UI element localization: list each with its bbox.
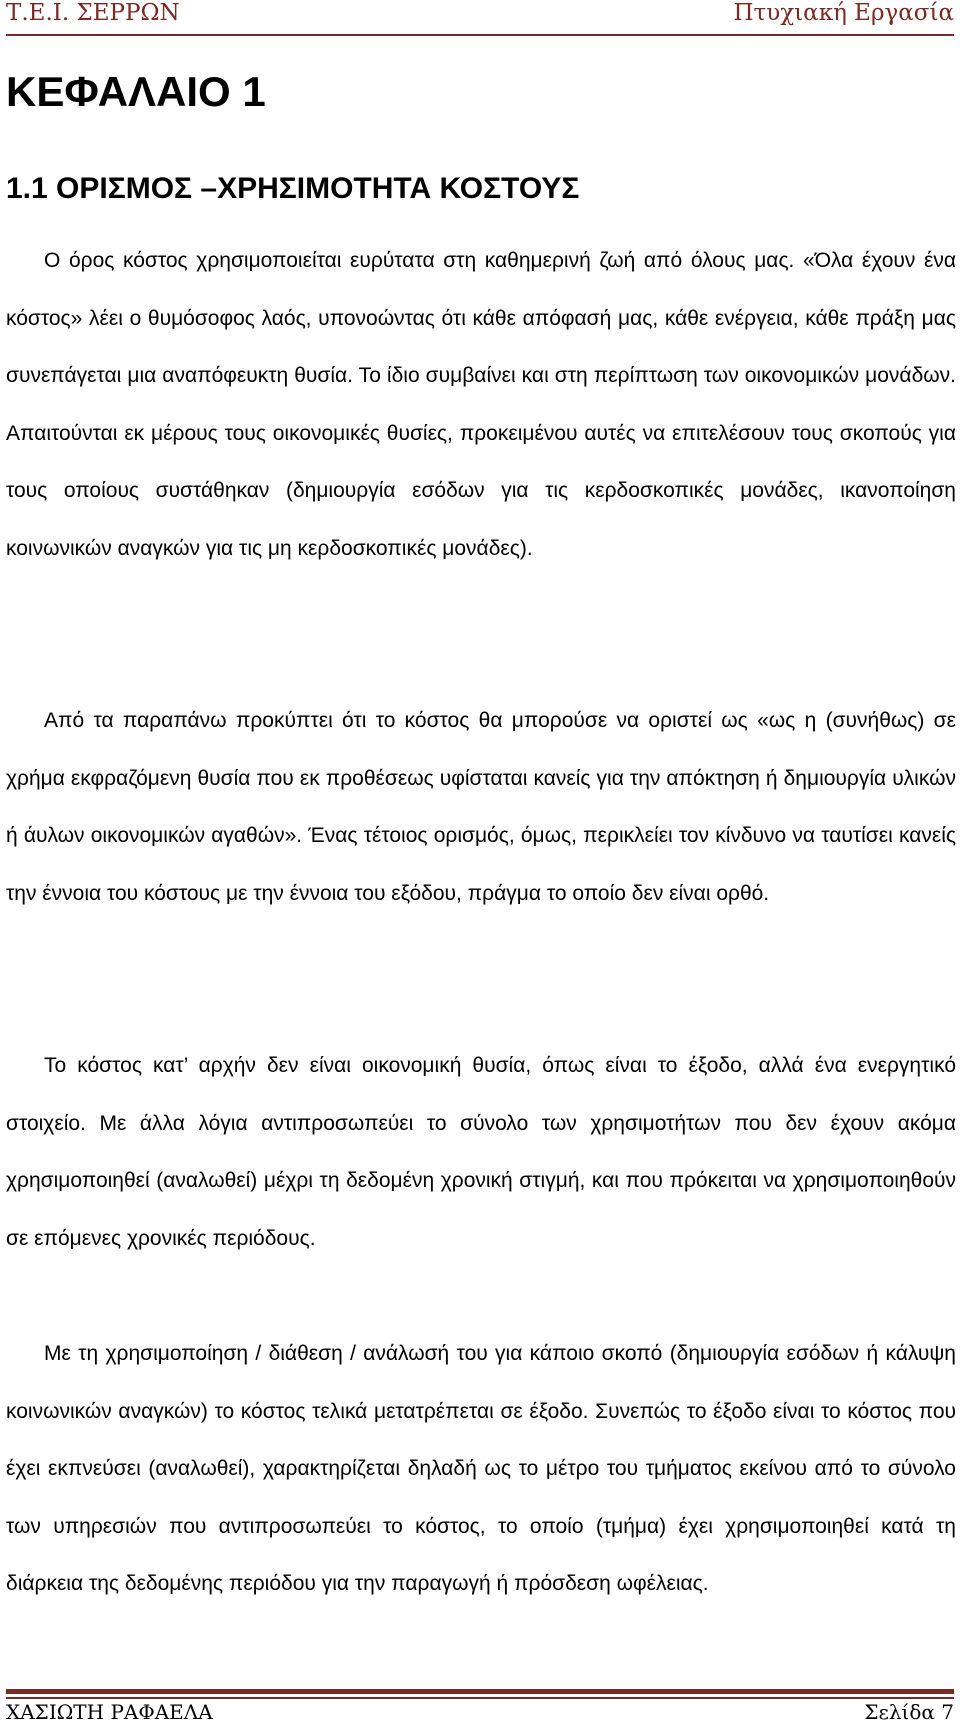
header-document-type: Πτυχιακή Εργασία <box>733 0 954 26</box>
header-institution: Τ.Ε.Ι. ΣΕΡΡΩΝ <box>6 0 180 26</box>
paragraph-4: Με τη χρησιμοποίηση / διάθεση / ανάλωσή του για κάποιο σκοπό (δημιουργία εσόδων ή κάλυψη κοινωνικών αναγκών) το κόστος τελικά μετατρέπεται σε έξοδο. Συνεπώς το έξοδο είναι το κόστος που έχει εκπνεύσει (αναλωθεί), χαρακτηρίζεται δηλαδή ως το μέτρο του τμήματος εκείνου από το σύνολο των υπηρεσιών που αντιπροσωπεύει το κόστος, το οποίο (τμήμα) έχει χρησιμοποιηθεί κατά τη διάρκεια της δεδομένης περιόδου για την παραγωγή ή πρόσδεση ωφέλειας. <box>6 1342 956 1595</box>
paragraph-3: Το κόστος κατ’ αρχήν δεν είναι οικονομική θυσία, όπως είναι το έξοδο, αλλά ένα ενεργητικό στοιχείο. Με άλλα λόγια αντιπροσωπεύει το σύνολο των χρησιμοτήτων που δεν έχουν ακόμα χρησιμοποιηθεί (αναλωθεί) μέχρι τη δεδομένη χρονική στιγμή, και που πρόκειται να χρησιμοποιηθούν σε επόμενες χρονικές περιόδους. <box>6 1054 956 1250</box>
page-footer <box>6 1700 954 1729</box>
footer-rule-thick <box>6 1689 954 1694</box>
chapter-title: ΚΕΦΑΛΑΙΟ 1 <box>6 68 266 115</box>
footer-rule-thin <box>6 1697 954 1699</box>
footer-page-number: Σελίδα 7 <box>864 1700 954 1724</box>
paragraph-2: Από τα παραπάνω προκύπτει ότι το κόστος θα μπορούσε να οριστεί ως «ως η (συνήθως) σε χρήμα εκφραζόμενη θυσία που εκ προθέσεως υφίσταται κανείς για την απόκτηση ή δημιουργία υλικών ή άυλων οικονομικών αγαθών». Ένας τέτοιος ορισμός, όμως, περικλείει τον κίνδυνο να ταυτίσει κανείς την έννοια του κόστους με την έννοια του εξόδου, πράγμα το οποίο δεν είναι ορθό. <box>6 709 956 905</box>
page-header <box>6 0 954 34</box>
paragraph-1: Ο όρος κόστος χρησιμοποιείται ευρύτατα στη καθημερινή ζωή από όλους μας. «Όλα έχουν ένα κόστος» λέει ο θυμόσοφος λαός, υπονοώντας ότι κάθε απόφασή μας, κάθε ενέργεια, κάθε πράξη μας συνεπάγεται μια αναπόφευκτη θυσία. Το ίδιο συμβαίνει και στη περίπτωση των οικονομικών μονάδων. Απαιτούνται εκ μέρους τους οικονομικές θυσίες, προκειμένου αυτές να επιτελέσουν τους σκοπούς για τους οποίους συστάθηκαν (δημιουργία εσόδων για τις κερδοσκοπικές μονάδες, ικανοποίηση κοινωνικών αναγκών για τις μη κερδοσκοπικές μονάδες). <box>6 249 956 560</box>
section-title: 1.1 ΟΡΙΣΜΟΣ –ΧΡΗΣΙΜΟΤΗΤΑ ΚΟΣΤΟΥΣ <box>6 172 580 205</box>
footer-author: ΧΑΣΙΩΤΗ ΡΑΦΑΕΛΑ <box>6 1700 213 1724</box>
header-rule <box>6 34 954 36</box>
